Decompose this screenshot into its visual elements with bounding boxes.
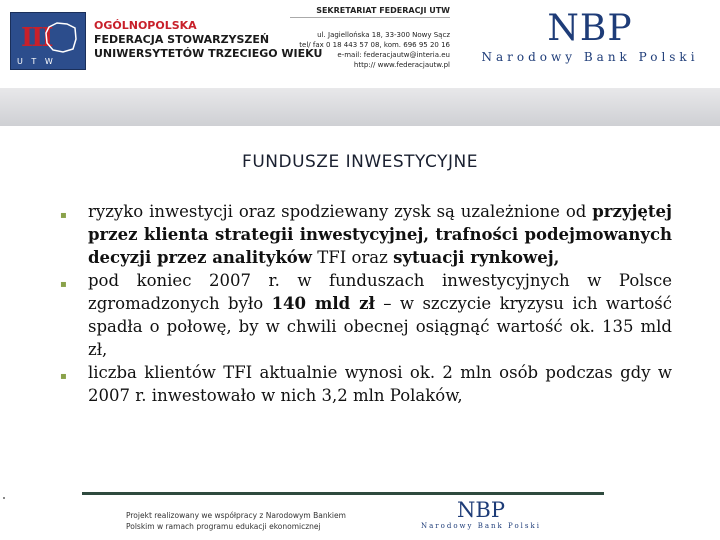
item-text: liczba klientów TFI aktualnie wynosi ok. 2 mln osób podczas gdy w 2007 r. inwestowało w nich 3,2 mln Polaków,	[88, 363, 672, 405]
header	[0, 0, 720, 88]
slide-dot	[3, 497, 5, 499]
utw-logo-roman: III	[21, 23, 52, 53]
item-text: pod koniec 2007 r. w funduszach inwestycyjnych w Polsce zgromadzonych było	[88, 271, 672, 313]
secretariat-email: e-mail: federacjautw@interia.eu	[337, 51, 450, 59]
federation-name	[94, 19, 322, 61]
footer-text	[126, 510, 426, 532]
secretariat-address: ul. Jagiellońska 18, 33-300 Nowy Sącz	[317, 31, 450, 39]
nbp-logo-subtitle: Narodowy Bank Polski	[481, 50, 699, 64]
secretariat-title: SEKRETARIAT FEDERACJI UTW	[290, 6, 450, 18]
secretariat-phone: tel/ fax 0 18 443 57 08, kom. 696 95 20 16	[299, 41, 450, 49]
bullet-icon: ▪	[60, 210, 67, 221]
utw-logo	[10, 12, 86, 70]
header-band	[0, 88, 720, 126]
federation-line-3: UNIWERSYTETÓW TRZECIEGO WIEKU	[94, 47, 323, 60]
nbp-logo-top	[478, 10, 702, 64]
bullet-list	[60, 200, 672, 407]
secretariat-contact	[290, 6, 450, 70]
bullet-icon: ▪	[60, 371, 67, 382]
list-item	[60, 269, 672, 361]
poland-map-icon	[43, 19, 79, 55]
list-item	[60, 200, 672, 269]
footer-line-2: Polskim w ramach programu edukacji ekonomicznej	[126, 522, 321, 531]
footer-line-1: Projekt realizowany we współpracy z Narodowym Bankiem	[126, 511, 346, 520]
nbp-logo-subtitle: Narodowy Bank Polski	[421, 522, 541, 530]
bullet-icon: ▪	[60, 279, 67, 290]
item-text-bold: sytuacji rynkowej,	[393, 248, 560, 267]
federation-line-1: OGÓLNOPOLSKA	[94, 19, 197, 32]
utw-logo-text: U T W	[17, 57, 56, 66]
item-text-bold: przyjętej przez klienta strategii inwestycyjnej, trafności podejmowanych decyzji przez analityków	[88, 202, 672, 267]
item-text: ryzyko inwestycji oraz spodziewany zysk są uzależnione od	[88, 202, 593, 221]
nbp-logo-bottom	[416, 498, 546, 530]
footer-divider	[82, 492, 604, 495]
federation-line-2: FEDERACJA STOWARZYSZEŃ	[94, 33, 270, 46]
secretariat-www: http:// www.federacjautw.pl	[353, 61, 450, 69]
list-item	[60, 361, 672, 407]
item-text-bold: 140 mld zł	[271, 294, 375, 313]
item-text: – w szczycie kryzysu ich wartość spadła o połowę, by w chwili obecnej osiągnąć wartość ok. 135 mld zł,	[88, 294, 672, 359]
nbp-logo-text: NBP	[457, 498, 505, 522]
nbp-logo-text: NBP	[547, 8, 633, 49]
item-text: TFI oraz	[312, 248, 394, 267]
slide-title: FUNDUSZE INWESTYCYJNE	[242, 152, 478, 172]
